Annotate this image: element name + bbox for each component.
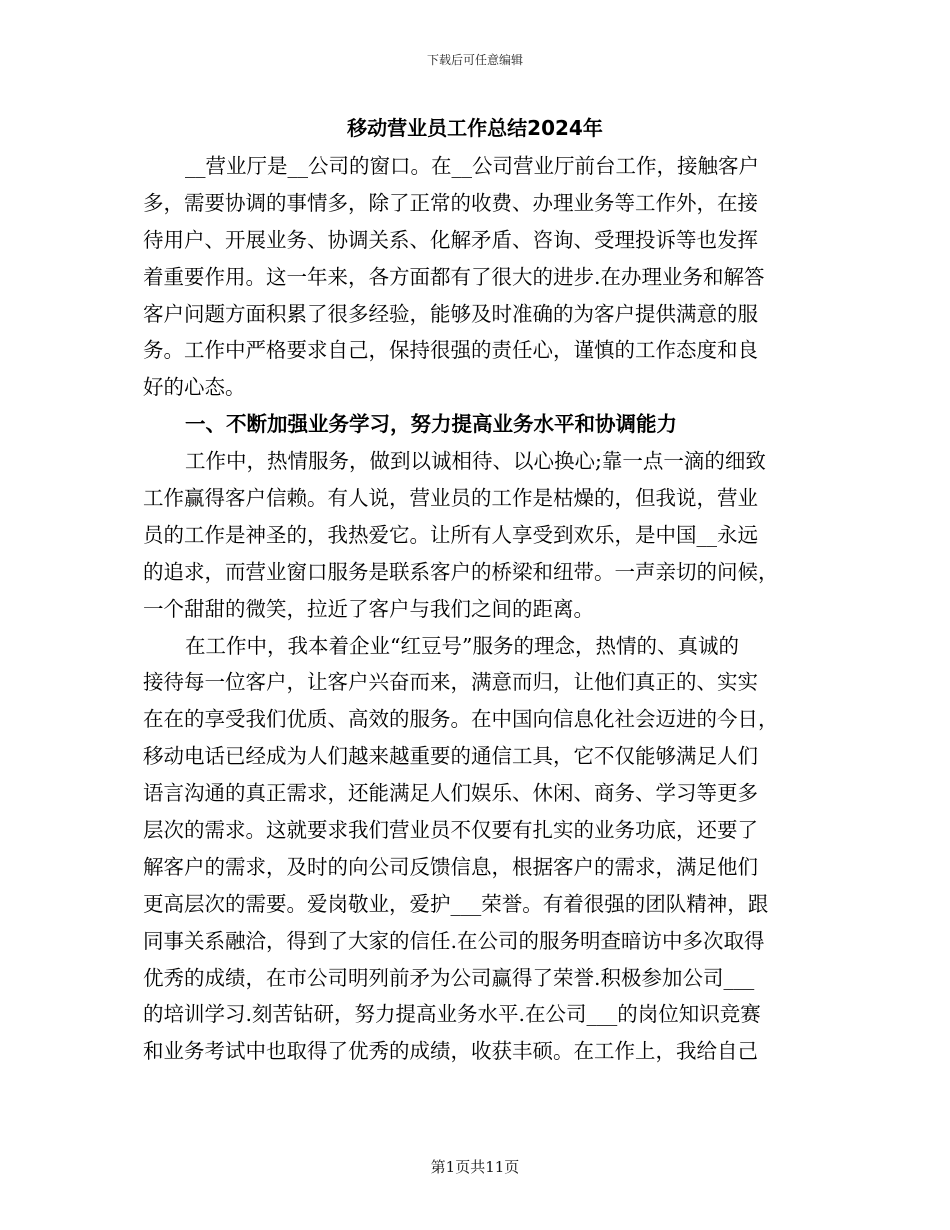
body-line: 接待每一位客户，让客户兴奋而来，满意而归，让他们真正的、实实 — [143, 670, 758, 695]
body-line: 着重要作用。这一年来，各方面都有了很大的进步.在办理业务和解答 — [143, 264, 765, 289]
body-line: 多，需要协调的事情多，除了正常的收费、办理业务等工作外，在接 — [143, 190, 758, 215]
document-title: 移动营业员工作总结2024年 — [347, 116, 603, 140]
body-line: 一个甜甜的微笑，拉近了客户与我们之间的距离。 — [143, 596, 594, 621]
body-line: 在工作中，我本着企业“红豆号”服务的理念，热情的、真诚的 — [185, 633, 739, 658]
body-line: 和业务考试中也取得了优秀的成绩，收获丰硕。在工作上，我给自己 — [143, 1039, 758, 1064]
body-line: 工作中，热情服务，做到以诚相待、以心换心;靠一点一滴的细致 — [185, 449, 766, 474]
body-line: 层次的需求。这就要求我们营业员不仅要有扎实的业务功底，还要了 — [143, 818, 758, 843]
page-number: 第1页共11页 — [430, 1158, 520, 1176]
document-body — [143, 148, 807, 1070]
body-line: 工作赢得客户信赖。有人说，营业员的工作是枯燥的，但我说，营业 — [143, 486, 758, 511]
body-line: 语言沟通的真正需求，还能满足人们娱乐、休闲、商务、学习等更多 — [143, 781, 758, 806]
body-line: 的追求，而营业窗口服务是联系客户的桥梁和纽带。一声亲切的问候， — [143, 559, 779, 584]
page-header-note: 下载后可任意编辑 — [426, 53, 523, 67]
body-line: 的培训学习.刻苦钻研，努力提高业务水平.在公司___的岗位知识竞赛 — [143, 1002, 761, 1027]
body-line: 客户问题方面积累了很多经验，能够及时准确的为客户提供满意的服 — [143, 301, 758, 326]
body-line: 解客户的需求，及时的向公司反馈信息，根据客户的需求，满足他们 — [143, 854, 758, 879]
section-heading: 一、不断加强业务学习，努力提高业务水平和协调能力 — [185, 412, 677, 437]
body-line: 好的心态。 — [143, 375, 246, 400]
body-line: 同事关系融洽，得到了大家的信任.在公司的服务明查暗访中多次取得 — [143, 928, 765, 953]
body-line: 在在的享受我们优质、高效的服务。在中国向信息化社会迈进的今日， — [143, 707, 779, 732]
body-line: 待用户、开展业务、协调关系、化解矛盾、咨询、受理投诉等也发挥 — [143, 227, 758, 252]
body-line: 员的工作是神圣的，我热爱它。让所有人享受到欢乐，是中国__永远 — [143, 522, 758, 547]
body-line: __营业厅是__公司的窗口。在__公司营业厅前台工作，接触客户 — [185, 154, 759, 178]
body-line: 移动电话已经成为人们越来越重要的通信工具，它不仅能够满足人们 — [143, 744, 758, 769]
body-line: 务。工作中严格要求自己，保持很强的责任心，谨慎的工作态度和良 — [143, 338, 758, 363]
body-line: 更高层次的需要。爱岗敬业，爱护___荣誉。有着很强的团队精神，跟 — [143, 891, 769, 916]
body-line: 优秀的成绩，在市公司明列前矛为公司赢得了荣誉.积极参加公司___ — [143, 965, 755, 990]
